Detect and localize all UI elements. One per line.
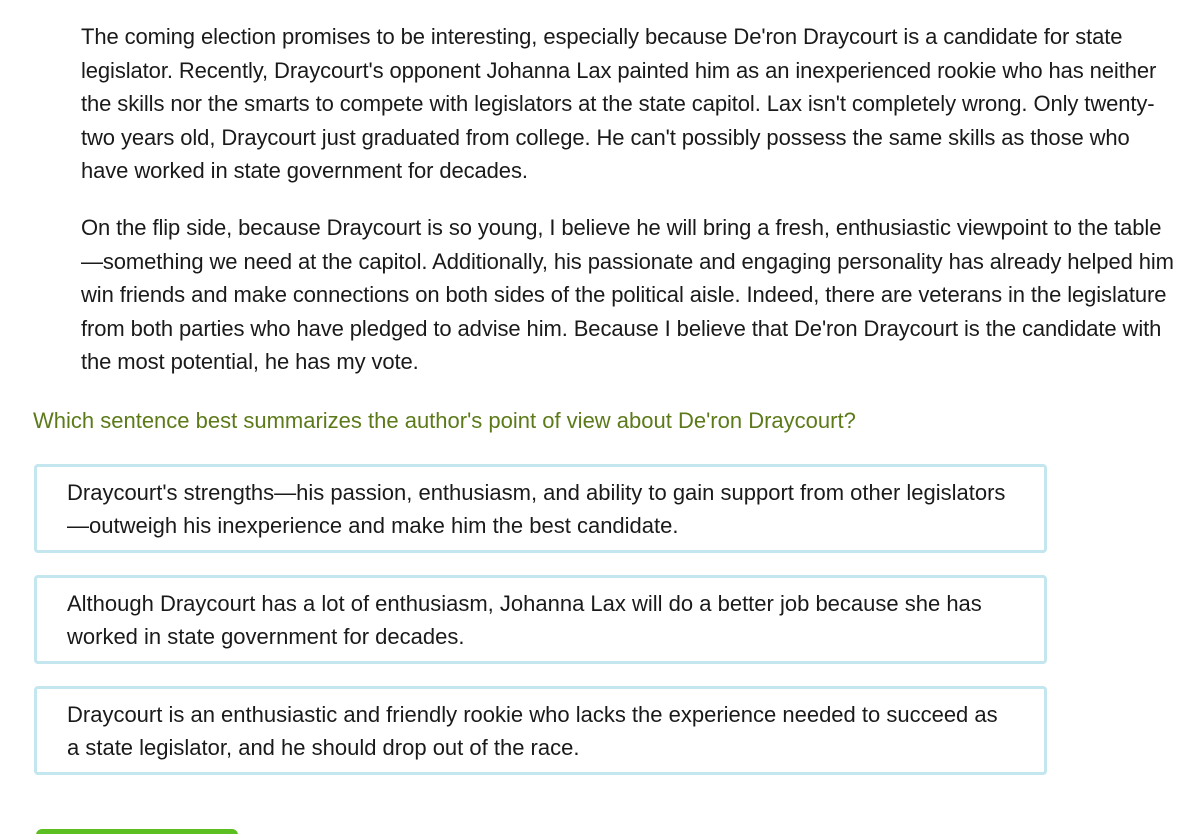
passage-paragraph-1: The coming election promises to be interesting, especially because De'ron Draycourt is a candidate for state legislator. Recently, Draycourt's opponent Johanna Lax painted him as an inexperienced rookie who has neither the skills nor the smarts to compete with legislators at the state capitol. Lax isn't completely wrong. Only twenty-two years old, Draycourt just graduated from college. He can't possibly possess the same skills as those who have worked in state government for decades.: [81, 24, 1157, 184]
passage-paragraph-2: On the flip side, because Draycourt is so young, I believe he will bring a fresh, enthusiastic viewpoint to the table—something we need at the capitol. Additionally, his passionate and engaging personality has already helped him win friends and make connections on both sides of the political aisle. Indeed, there are veterans in the legislature from both parties who have pledged to advise him. Because I believe that De'ron Draycourt is the candidate with the most potential, he has my vote.: [81, 214, 1174, 375]
answer-choice-3[interactable]: Draycourt is an enthusiastic and friendly rookie who lacks the experience needed to succeed as a state legislator, and he should drop out of the race.: [34, 686, 1047, 775]
answer-choice-2[interactable]: Although Draycourt has a lot of enthusiasm, Johanna Lax will do a better job because she has worked in state government for decades.: [34, 575, 1047, 664]
answer-choice-1[interactable]: Draycourt's strengths—his passion, enthusiasm, and ability to gain support from other legislators—outweigh his inexperience and make him the best candidate.: [34, 464, 1047, 553]
reading-passage: [81, 20, 1181, 402]
question-prompt: Which sentence best summarizes the author's point of view about De'ron Draycourt?: [33, 408, 856, 433]
submit-button[interactable]: [36, 829, 238, 834]
answer-choices: [34, 464, 1047, 797]
